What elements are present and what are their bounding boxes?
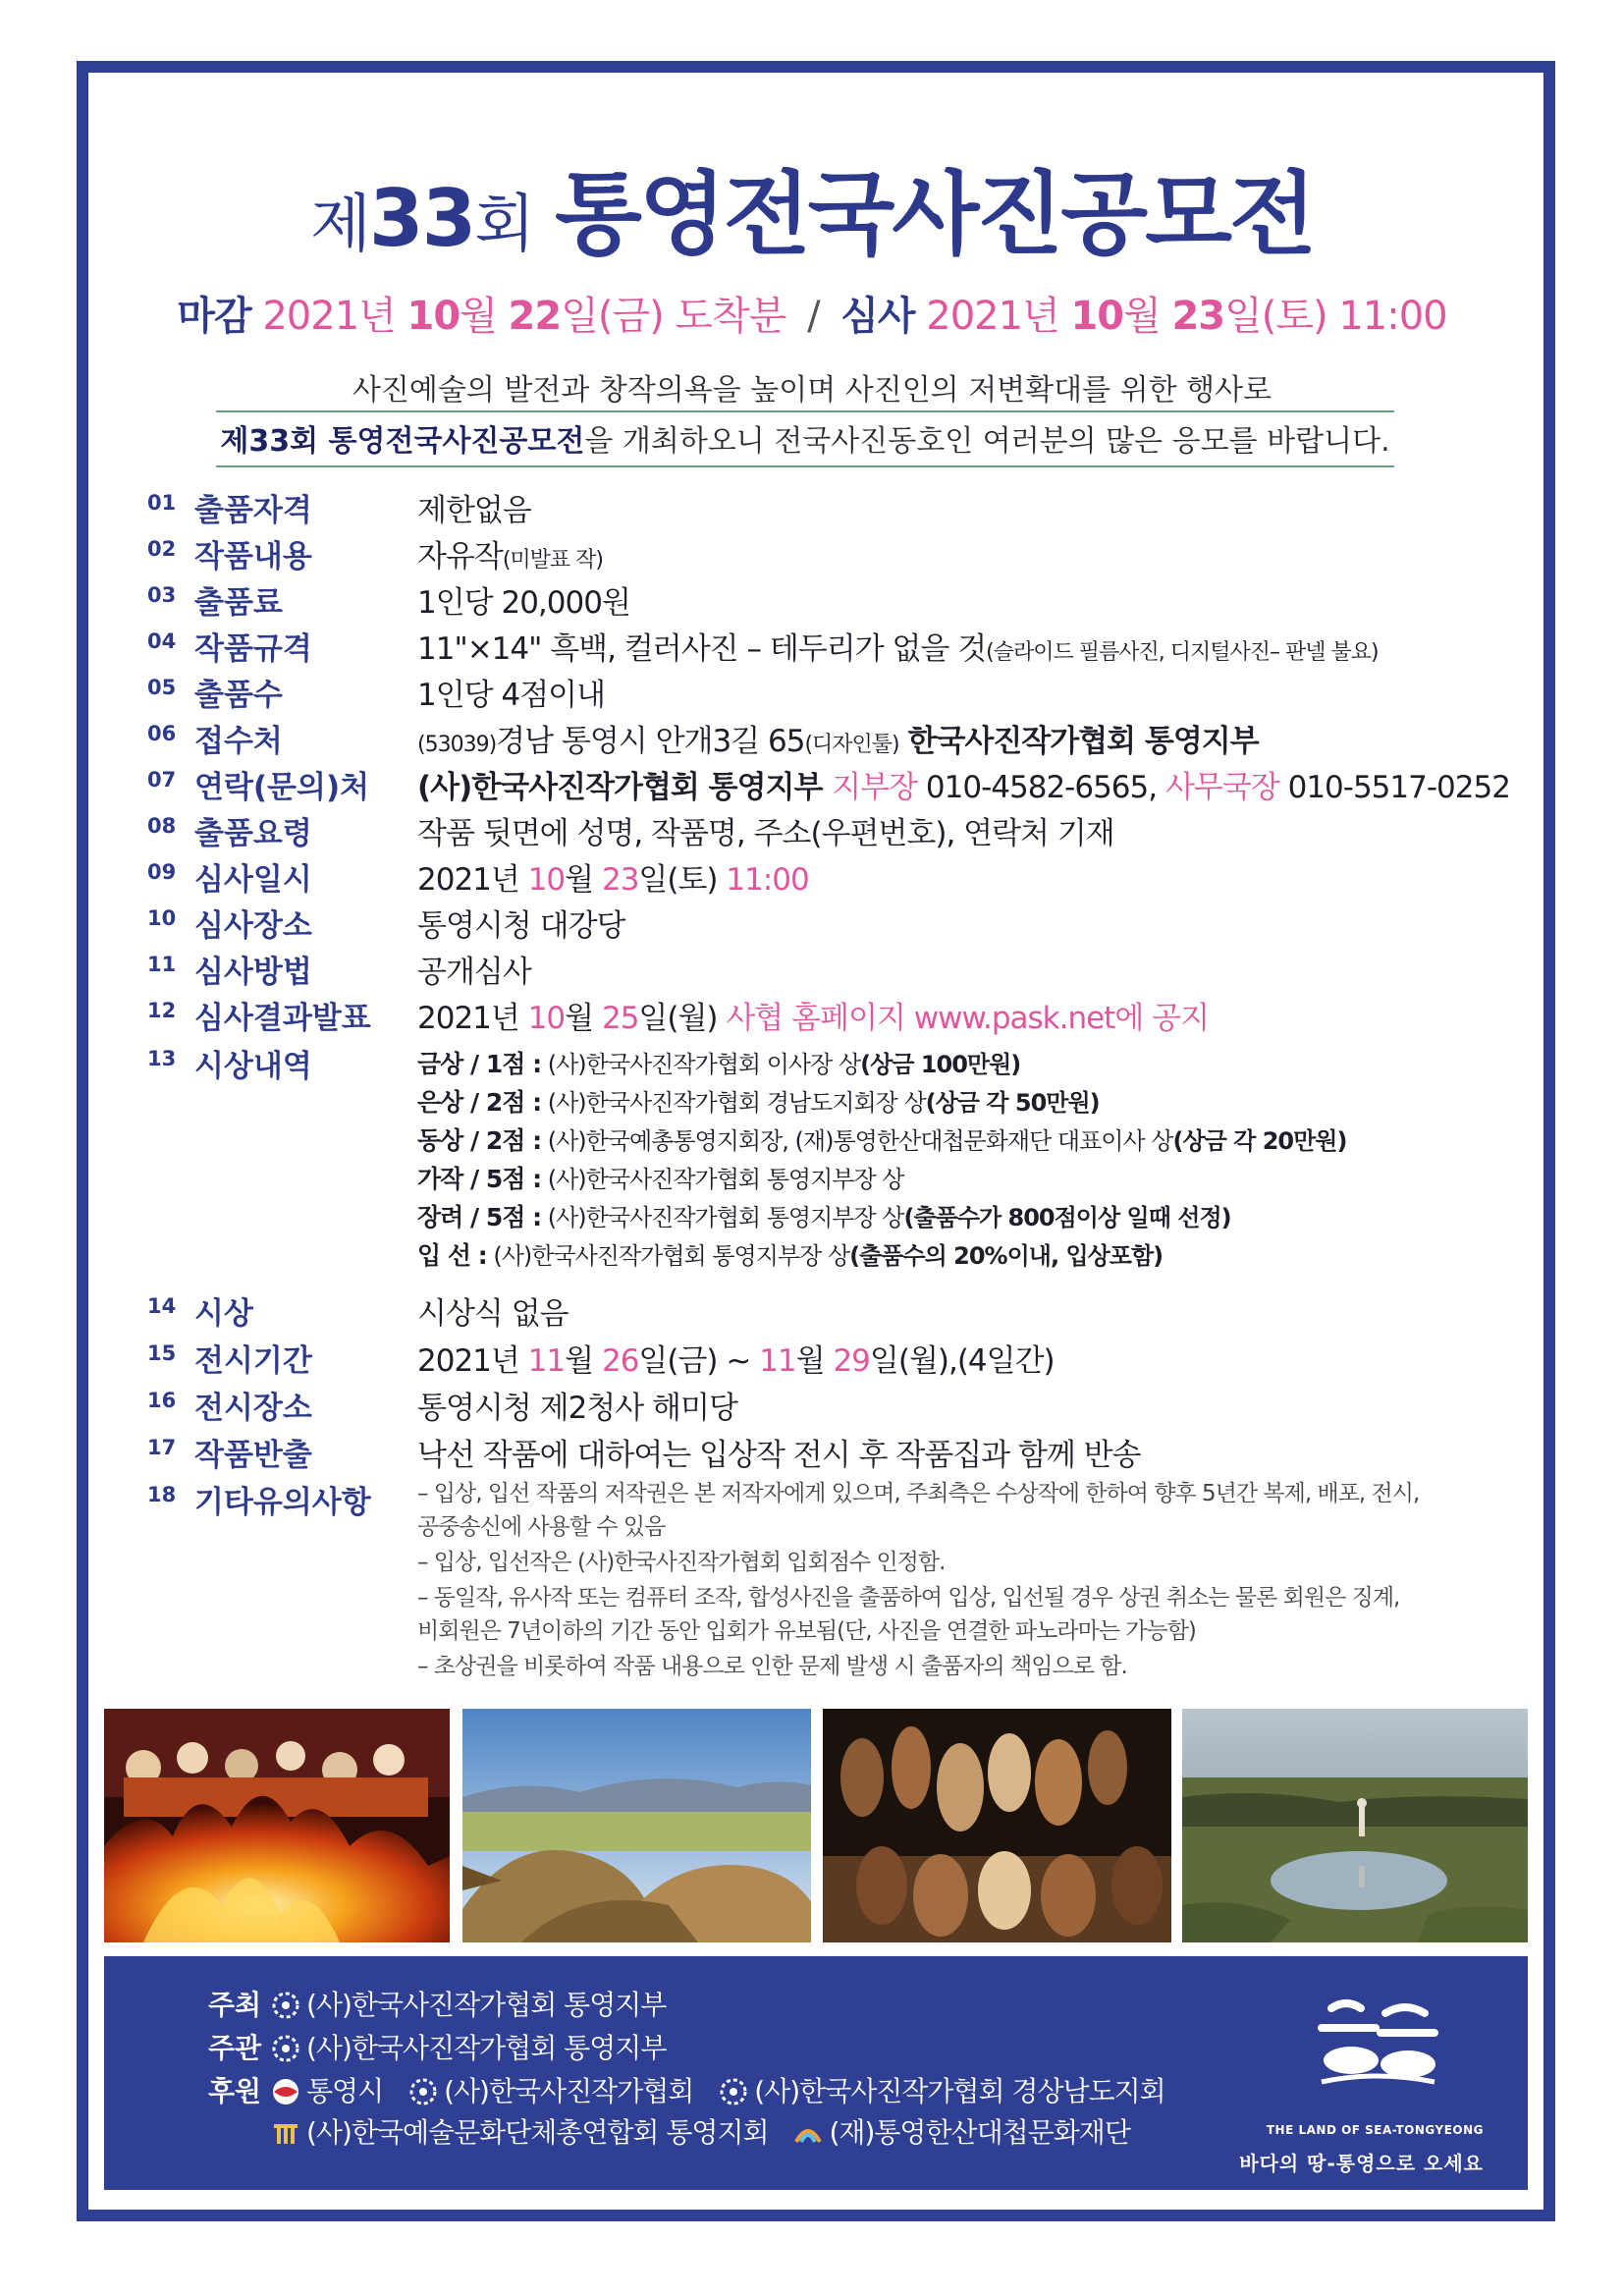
award-selected: 입 선 : (사)한국사진작가협회 통영지부장 상(출품수의 20%이내, 입상포함) [417,1241,1164,1270]
item-value: 제한없음 [417,493,531,528]
item-value: (53039)경남 통영시 안개3길 65(디자인툴) 한국사진작가협회 통영지부 [417,724,1259,759]
item-label: 출품자격 [194,493,312,528]
note-line: 비회원은 7년이하의 기간 동안 입회가 유보됨(단, 사진을 연결한 파노라마는 가능함) [417,1618,1196,1644]
item-value: 통영시청 제2청사 해미당 [417,1391,737,1426]
intro-line-1: 사진예술의 발전과 창작의욕을 높이며 사진인의 저변확대를 위한 행사로 [352,373,1272,408]
item-label: 연락(문의)처 [194,770,370,805]
item-number: 14 [147,1294,177,1318]
award-encouragement: 장려 / 5점 : (사)한국사진작가협회 통영지부장 상(출품수가 800점이상 일때 선정) [417,1203,1231,1231]
item-value: 2021년 10월 25일(월) 사협 홈페이지 www.pask.net에 공지 [417,1001,1210,1036]
photo-thatched-village [462,1709,811,1942]
organizer-label: 주관 [208,2032,262,2064]
sponsor-row-1: 통영시 (사)한국사진작가협회 (사)한국사진작가협회 경상남도지회 [271,2070,1165,2109]
item-value: 1인당 20,000원 [417,585,630,621]
deadline-separator: / [807,294,820,339]
item-05 [147,668,1502,713]
item-label: 출품수 [194,678,283,713]
pask-logo-icon [271,2034,300,2063]
item-number: 02 [147,537,177,561]
title-edition: 제33회 [310,173,534,264]
item-15 [147,1334,1502,1379]
item-number: 11 [147,953,177,976]
item-number: 16 [147,1389,177,1412]
item-value: 작품 뒷면에 성명, 작품명, 주소(우편번호), 연락처 기재 [417,816,1114,851]
item-label: 작품반출 [194,1438,312,1473]
brand-tagline-en: THE LAND OF SEA-TONGYEONG [1266,2123,1484,2137]
item-10 [147,899,1502,944]
item-label: 출품료 [194,585,283,621]
item-number: 09 [147,860,177,884]
photo-rocky-shore [1182,1709,1528,1942]
item-label: 전시장소 [194,1391,312,1426]
footer-sponsors [104,1956,1528,2190]
item-number: 06 [147,722,177,745]
yechong-logo-icon [271,2118,300,2148]
note-line: – 초상권을 비롯하여 작품 내용으로 인한 문제 발생 시 출품자의 책임으로 함. [417,1654,1127,1679]
award-honorable: 가작 / 5점 : (사)한국사진작가협회 통영지부장 상 [417,1165,904,1193]
brand-tagline-ko: 바다의 땅-통영으로 오세요 [1239,2152,1484,2175]
item-label: 접수처 [194,724,283,759]
deadline-date: 2021년 10월 22일(금) 도착분 [262,294,786,339]
item-04 [147,622,1502,667]
item-09 [147,852,1502,898]
item-number: 18 [147,1483,177,1506]
note-line: – 입상, 입선작은 (사)한국사진작가협회 입회점수 인정함. [417,1550,946,1575]
pask-logo-icon [719,2077,748,2106]
sponsor-label: 후원 [208,2075,262,2107]
item-number: 05 [147,676,177,699]
title-main: 통영전국사진공모전 [555,162,1314,267]
item-number: 01 [147,491,177,515]
item-number: 13 [147,1047,177,1070]
judging-label: 심사 [840,294,915,339]
item-number: 12 [147,999,177,1022]
item-07 [147,760,1510,805]
sponsor-row-2: (사)한국예술문화단체총연합회 통영지회 (재)통영한산대첩문화재단 [271,2111,1130,2151]
item-16 [147,1381,1502,1426]
organizer-org: (사)한국사진작가협회 통영지부 [271,2027,666,2066]
poster-title [0,142,1624,272]
item-number: 08 [147,814,177,838]
item-value: 시상식 없음 [417,1296,568,1332]
item-number: 04 [147,629,177,653]
item-label: 작품내용 [194,539,312,574]
item-label: 작품규격 [194,631,312,667]
hansan-foundation-logo-icon [793,2118,823,2148]
item-label: 출품요령 [194,816,312,851]
item-06 [147,714,1502,759]
item-value: 1인당 4점이내 [417,678,606,713]
item-label: 심사일시 [194,862,312,898]
note-line: – 동일작, 유사작 또는 컴퓨터 조작, 합성사진을 출품하여 입상, 입선될 경우 상권 취소는 물론 회원은 징계, [417,1585,1400,1611]
host-org: (사)한국사진작가협회 통영지부 [271,1984,666,2023]
item-value: (사)한국사진작가협회 통영지부 지부장 010-4582-6565, 사무국장 010-5517-0252 [417,770,1510,805]
item-17 [147,1428,1502,1473]
award-bronze: 동상 / 2점 : (사)한국예총통영지회장, (재)통영한산대첩문화재단 대표이사 상(상금 각 20만원) [417,1126,1347,1155]
pask-logo-icon [271,1991,300,2020]
item-03 [147,575,1502,621]
item-label: 심사방법 [194,955,312,990]
item-14 [147,1286,1502,1332]
photo-festival-fire [104,1709,450,1942]
item-11 [147,945,1502,990]
award-gold: 금상 / 1점 : (사)한국사진작가협회 이사장 상(상금 100만원) [417,1050,1021,1078]
item-label: 시상 [194,1296,253,1332]
item-label: 시상내역 [194,1049,312,1084]
item-02 [147,529,1502,574]
item-label: 심사결과발표 [194,1001,371,1036]
note-line: 공중송신에 사용할 수 있음 [417,1514,666,1540]
item-value: 공개심사 [417,955,531,990]
item-value: 11"×14" 흑백, 컬러사진 – 테두리가 없을 것(슬라이드 필름사진, 디지털사진– 판넬 불요) [417,631,1379,667]
item-number: 15 [147,1341,177,1365]
item-01 [147,483,1502,528]
note-line: – 입상, 입선 작품의 저작권은 본 저작자에게 있으며, 주최측은 수상작에 한하여 향후 5년간 복제, 배포, 전시, [417,1481,1420,1506]
item-number: 07 [147,768,177,792]
award-silver: 은상 / 2점 : (사)한국사진작가협회 경남도지회장 상(상금 각 50만원) [417,1088,1100,1117]
item-value: 2021년 11월 26일(금) ~ 11월 29일(월),(4일간) [417,1343,1055,1379]
item-value: 낙선 작품에 대하여는 입상작 전시 후 작품집과 함께 반송 [417,1438,1141,1473]
item-value: 2021년 10월 23일(토) 11:00 [417,862,809,898]
tongyeong-brand-logo-icon [1302,1984,1449,2102]
deadline-line [0,285,1624,341]
deadline-label: 마감 [177,294,251,339]
host-label: 주최 [208,1989,262,2021]
photo-strip [104,1709,1528,1942]
item-value: 자유작(미발표 작) [417,539,604,574]
item-value: 통영시청 대강당 [417,908,625,944]
item-label: 전시기간 [194,1343,312,1379]
judging-date: 2021년 10월 23일(토) 11:00 [926,294,1447,339]
item-label: 기타유의사항 [194,1485,371,1520]
item-12 [147,991,1502,1036]
pask-logo-icon [408,2077,438,2106]
item-08 [147,806,1502,851]
photo-pottery-jars [823,1709,1171,1942]
item-number: 17 [147,1436,177,1459]
intro-line-2: 제33회 통영전국사진공모전을 개최하오니 전국사진동호인 여러분의 많은 응모를 바랍니다. [216,410,1394,467]
item-number: 03 [147,583,177,607]
item-number: 10 [147,906,177,930]
tongyeong-city-logo-icon [271,2077,300,2106]
item-label: 심사장소 [194,908,312,944]
